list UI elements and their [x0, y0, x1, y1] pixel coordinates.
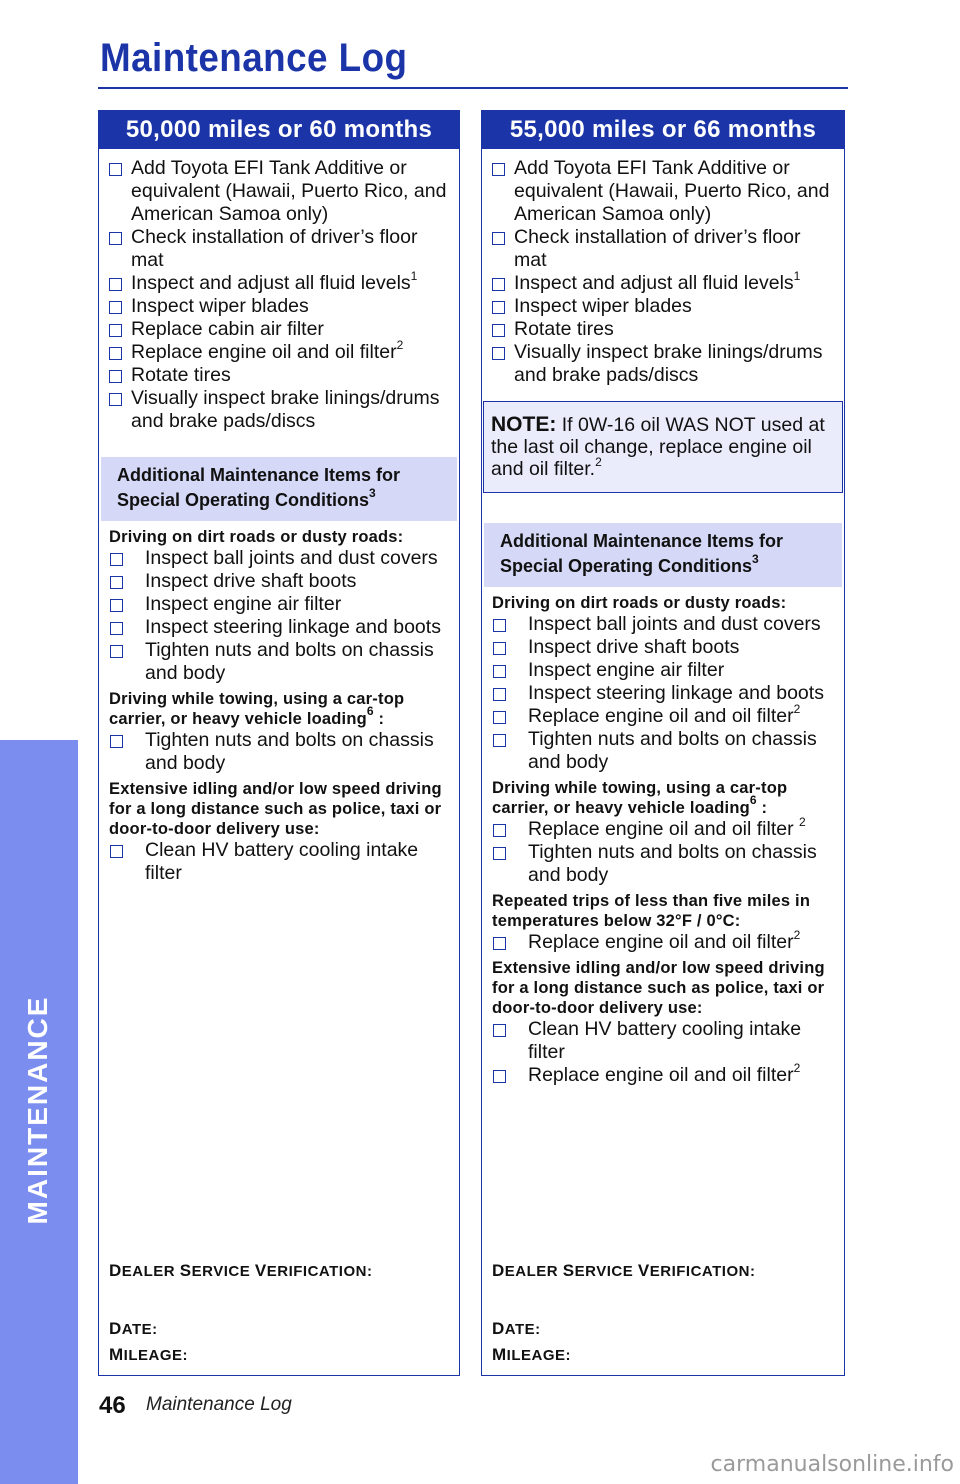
condition-title: Driving on dirt roads or dusty roads: — [109, 528, 404, 546]
condition-heading — [492, 593, 834, 613]
column-body — [482, 149, 844, 1087]
footnote-ref: 2 — [799, 815, 806, 829]
checkbox[interactable] — [110, 622, 123, 635]
checkbox[interactable] — [493, 847, 506, 860]
item-text: Inspect ball joints and dust covers — [528, 613, 821, 635]
item-text: Inspect wiper blades — [131, 295, 309, 317]
item-text: Visually inspect brake linings/drums and brake pads/discs — [514, 341, 823, 386]
dealer-verification-label — [109, 1261, 372, 1281]
checkbox[interactable] — [109, 347, 122, 360]
item-text: Inspect drive shaft boots — [145, 570, 357, 592]
additional-items-heading — [484, 523, 842, 587]
dealer-verification-text: DEALER SERVICE VERIFICATION: — [492, 1261, 756, 1280]
item-text: Inspect engine air filter — [528, 659, 725, 681]
checkbox[interactable] — [109, 278, 122, 291]
checklist-item — [492, 636, 834, 659]
checklist-item — [109, 616, 449, 639]
checklist-item — [109, 364, 449, 387]
condition-title: Repeated trips of less than five miles in temperatures below 32°F / 0°C: — [492, 892, 811, 930]
column-header: 55,000 miles or 66 months — [482, 111, 844, 149]
item-text: Tighten nuts and bolts on chassis and body — [528, 728, 817, 773]
checklist-item — [492, 815, 834, 841]
additional-items-title: Additional Maintenance Items for Special Operating Conditions — [500, 531, 784, 576]
footnote-ref: 2 — [793, 702, 801, 716]
checkbox[interactable] — [493, 688, 506, 701]
checklist-item — [109, 729, 449, 775]
checkbox[interactable] — [109, 324, 122, 337]
additional-items-title: Additional Maintenance Items for Special Operating Conditions — [117, 465, 401, 510]
item-text: Inspect steering linkage and boots — [145, 616, 441, 638]
item-text: Replace engine oil and oil filter — [528, 818, 800, 840]
date-label — [109, 1319, 158, 1339]
condition-heading — [109, 779, 449, 839]
note-label: NOTE: — [491, 413, 557, 436]
checklist-item — [492, 682, 834, 705]
maintenance-column-55000 — [481, 110, 845, 1376]
column-body — [99, 149, 459, 885]
checklist-item — [492, 318, 834, 341]
checklist-item — [109, 570, 449, 593]
maintenance-column-50000 — [98, 110, 460, 1376]
checkbox[interactable] — [493, 1024, 506, 1037]
checklist-item — [492, 659, 834, 682]
mileage-label — [492, 1345, 571, 1365]
condition-heading — [492, 778, 834, 818]
checklist-item — [492, 295, 834, 318]
column-header: 50,000 miles or 60 months — [99, 111, 459, 149]
footnote-ref: 6 — [366, 704, 374, 718]
footnote-ref: 2 — [396, 338, 404, 352]
item-text: Replace engine oil and oil filter — [131, 341, 397, 363]
date-label — [492, 1319, 541, 1339]
item-text: Tighten nuts and bolts on chassis and body — [528, 841, 817, 886]
checkbox[interactable] — [493, 734, 506, 747]
checkbox[interactable] — [493, 824, 506, 837]
title-rule — [98, 87, 848, 89]
item-text: Inspect and adjust all fluid levels — [131, 272, 411, 294]
page-title: Maintenance Log — [100, 36, 408, 80]
checkbox[interactable] — [110, 735, 123, 748]
checklist-item — [109, 639, 449, 685]
item-text: Replace cabin air filter — [131, 318, 324, 340]
checklist — [109, 157, 449, 433]
item-text: Check installation of driver’s floor mat — [514, 226, 801, 271]
checklist-item — [492, 702, 834, 728]
watermark: carmanualsonline.info — [710, 1452, 954, 1477]
checklist-item — [492, 157, 834, 226]
item-text: Inspect ball joints and dust covers — [145, 547, 438, 569]
footnote-ref: 1 — [410, 269, 418, 283]
mileage-label — [109, 1345, 188, 1365]
checklist-item — [109, 269, 449, 295]
condition-heading — [492, 958, 834, 1018]
conditions — [492, 593, 834, 1087]
item-text: Rotate tires — [514, 318, 614, 340]
footnote-ref: 2 — [793, 1061, 801, 1075]
checklist-item — [109, 295, 449, 318]
checkbox[interactable] — [109, 393, 122, 406]
note-text: If 0W-16 oil WAS NOT used at the last oil change, replace engine oil and oil filter. — [491, 414, 825, 480]
condition-title: Driving while towing, using a car-top carrier, or heavy vehicle loading — [492, 779, 788, 817]
additional-items-heading — [101, 457, 457, 521]
condition-title: Driving while towing, using a car-top carrier, or heavy vehicle loading — [109, 690, 405, 728]
checkbox[interactable] — [492, 347, 505, 360]
item-text: Inspect drive shaft boots — [528, 636, 740, 658]
checklist-item — [492, 928, 834, 954]
item-text: Inspect steering linkage and boots — [528, 682, 824, 704]
condition-title: Extensive idling and/or low speed driving for a long distance such as police, taxi or door-to-door delivery use: — [492, 959, 825, 1017]
condition-title: Driving on dirt roads or dusty roads: — [492, 594, 787, 612]
footnote-ref: 2 — [595, 455, 602, 469]
date-text: DATE: — [492, 1319, 541, 1338]
checkbox[interactable] — [109, 301, 122, 314]
item-text: Clean HV battery cooling intake filter — [145, 839, 419, 884]
checkbox[interactable] — [493, 619, 506, 632]
dealer-verification-label — [492, 1261, 755, 1281]
footer-section-title: Maintenance Log — [146, 1394, 292, 1415]
checkbox[interactable] — [110, 599, 123, 612]
checkbox[interactable] — [492, 324, 505, 337]
checkbox[interactable] — [110, 845, 123, 858]
checkbox[interactable] — [109, 163, 122, 176]
item-text: Tighten nuts and bolts on chassis and body — [145, 729, 434, 774]
footnote-ref: 3 — [752, 552, 759, 566]
condition-heading — [492, 891, 834, 931]
item-text: Add Toyota EFI Tank Additive or equivalent (Hawaii, Puerto Rico, and American Samoa only) — [131, 157, 447, 225]
item-text: Replace engine oil and oil filter — [528, 931, 794, 953]
checklist-item — [492, 613, 834, 636]
dealer-verification-text: DEALER SERVICE VERIFICATION: — [109, 1261, 373, 1280]
checkbox[interactable] — [493, 665, 506, 678]
checkbox[interactable] — [109, 232, 122, 245]
checklist-item — [492, 269, 834, 295]
footnote-ref: 6 — [749, 793, 757, 807]
item-text: Inspect wiper blades — [514, 295, 692, 317]
condition-suffix: : — [756, 799, 768, 817]
checkbox[interactable] — [493, 642, 506, 655]
checkbox[interactable] — [492, 278, 505, 291]
item-text: Replace engine oil and oil filter — [528, 705, 794, 727]
checkbox[interactable] — [492, 232, 505, 245]
checklist-item — [109, 157, 449, 226]
checkbox[interactable] — [110, 645, 123, 658]
footnote-ref: 2 — [793, 928, 801, 942]
checklist-item — [109, 593, 449, 616]
checkbox[interactable] — [492, 163, 505, 176]
checklist-item — [492, 841, 834, 887]
checklist-item — [109, 547, 449, 570]
date-text: DATE: — [109, 1319, 158, 1338]
checklist-item — [109, 338, 449, 364]
checklist-item — [492, 341, 834, 387]
mileage-text: MILEAGE: — [109, 1345, 189, 1364]
checklist-item — [492, 1061, 834, 1087]
checklist — [492, 157, 834, 387]
checkbox[interactable] — [110, 553, 123, 566]
footnote-ref: 1 — [793, 269, 801, 283]
item-text: Inspect engine air filter — [145, 593, 342, 615]
item-text: Replace engine oil and oil filter — [528, 1064, 794, 1086]
item-text: Visually inspect brake linings/drums and brake pads/discs — [131, 387, 440, 432]
item-text: Check installation of driver’s floor mat — [131, 226, 418, 271]
page-number: 46 — [99, 1392, 126, 1419]
condition-title: Extensive idling and/or low speed driving for a long distance such as police, taxi or door-to-door delivery use: — [109, 780, 442, 838]
condition-heading — [109, 689, 449, 729]
checkbox[interactable] — [492, 301, 505, 314]
checkbox[interactable] — [493, 937, 506, 950]
conditions — [109, 527, 449, 885]
condition-heading — [109, 527, 449, 547]
checkbox[interactable] — [109, 370, 122, 383]
checkbox[interactable] — [110, 576, 123, 589]
note-box — [483, 401, 843, 493]
item-text: Tighten nuts and bolts on chassis and body — [145, 639, 434, 684]
item-text: Inspect and adjust all fluid levels — [514, 272, 794, 294]
checklist-item — [109, 387, 449, 433]
checkbox[interactable] — [493, 1070, 506, 1083]
item-text: Add Toyota EFI Tank Additive or equivalent (Hawaii, Puerto Rico, and American Samoa only) — [514, 157, 830, 225]
side-tab-label: MAINTENANCE — [22, 995, 53, 1225]
checkbox[interactable] — [493, 711, 506, 724]
checklist-item — [109, 226, 449, 272]
condition-suffix: : — [373, 710, 385, 728]
mileage-text: MILEAGE: — [492, 1345, 572, 1364]
item-text: Rotate tires — [131, 364, 231, 386]
checklist-item — [109, 839, 449, 885]
checklist-item — [492, 728, 834, 774]
footnote-ref: 3 — [369, 486, 376, 500]
checklist-item — [492, 226, 834, 272]
checklist-item — [492, 1018, 834, 1064]
item-text: Clean HV battery cooling intake filter — [528, 1018, 802, 1063]
